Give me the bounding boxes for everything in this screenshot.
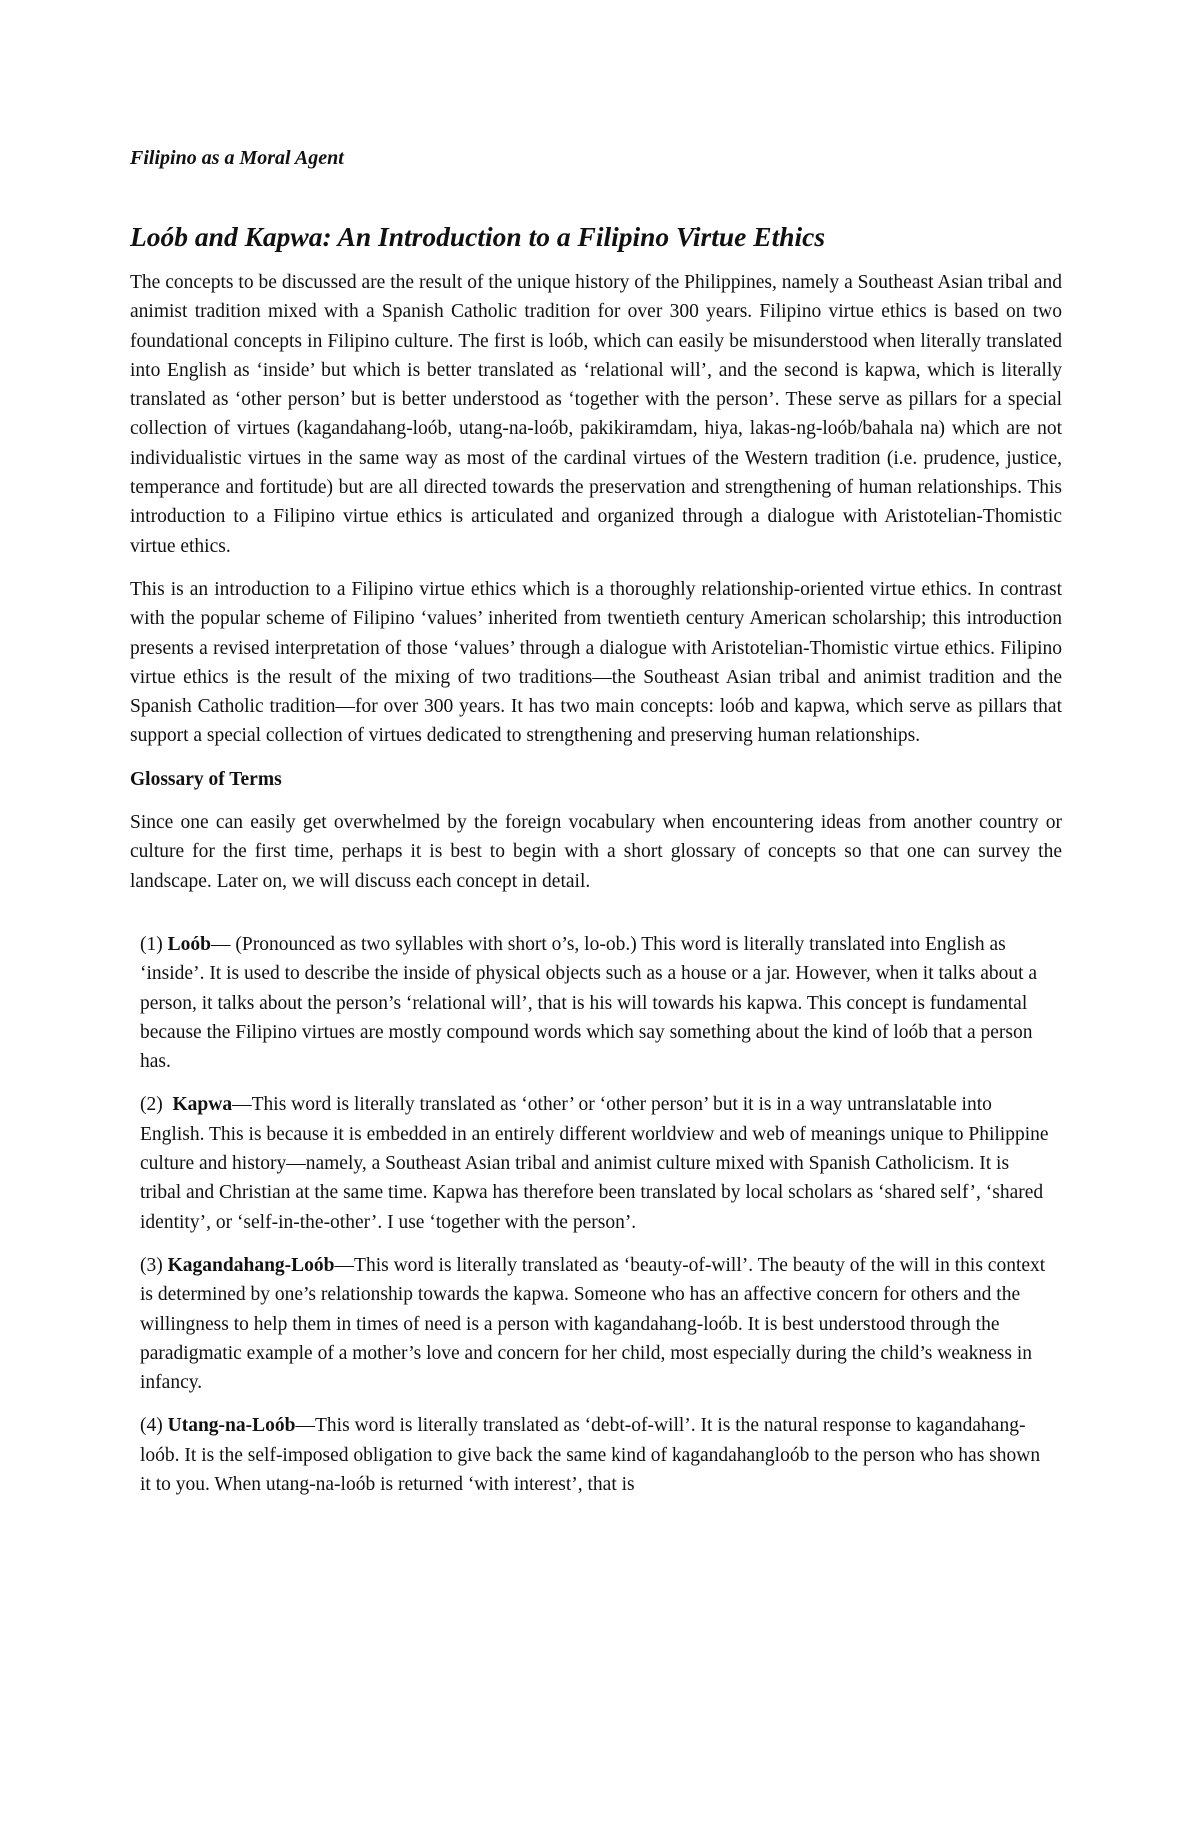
glossary-definition: — (Pronounced as two syllables with short o’s, lo-ob.) This word is literally translated into English as ‘inside’. It is used to describe the inside of physical objects such as a house or a jar. However, when it talks about a person, it talks about the person’s ‘relational will’, that is his will towards his kapwa. This concept is fundamental because the Filipino virtues are mostly compound words which say something about the kind of loób that a person has.	[140, 933, 1038, 1073]
glossary-definition: —This word is literally translated as ‘beauty-of-will’. The beauty of the will in this context is determined by one’s relationship towards the kapwa. Someone who has an affective concern for others and the willingness to help them in times of need is a person with kagandahang-loób. It is best understood through the paradigmatic example of a mother’s love and concern for her child, most especially during the child’s weakness in infancy.	[140, 1254, 1046, 1394]
glossary-list	[130, 930, 1062, 1499]
glossary-intro-paragraph: Since one can easily get overwhelmed by the foreign vocabulary when encountering ideas from another country or culture for the first time, perhaps it is best to begin with a short glossary of concepts so that one can survey the landscape. Later on, we will discuss each concept in detail.	[130, 812, 1062, 892]
glossary-definition: —This word is literally translated as ‘other’ or ‘other person’ but it is in a way untranslatable into English. This is because it is embedded in an entirely different worldview and web of meanings unique to Philippine culture and history—namely, a Southeast Asian tribal and animist culture mixed with Spanish Catholicism. It is tribal and Christian at the same time. Kapwa has therefore been translated by local scholars as ‘shared self’, ‘shared identity’, or ‘self-in-the-other’. I use ‘together with the person’.	[140, 1094, 1049, 1233]
glossary-heading: Glossary of Terms	[130, 768, 282, 790]
article-title: Loób and Kapwa: An Introduction to a Filipino Virtue Ethics	[130, 221, 826, 252]
running-header: Filipino as a Moral Agent	[130, 147, 344, 169]
glossary-item-kagandahang-loob	[140, 1251, 1052, 1397]
glossary-item-loob	[140, 930, 1052, 1076]
glossary-item-utang-na-loob	[140, 1411, 1052, 1499]
glossary-item-number: (3)	[140, 1254, 168, 1276]
glossary-item-kapwa	[140, 1090, 1052, 1236]
glossary-item-number: (2)	[140, 1094, 173, 1116]
abstract-paragraph: The concepts to be discussed are the result of the unique history of the Philippines, namely a Southeast Asian tribal and animist tradition mixed with a Spanish Catholic tradition for over 300 years. Filipino virtue ethics is based on two foundational concepts in Filipino culture. The first is loób, which can easily be misunderstood when literally translated into English as ‘inside’ but which is better translated as ‘relational will’, and the second is kapwa, which is literally translated as ‘other person’ but is better understood as ‘together with the person’. These serve as pillars for a special collection of virtues (kagandahang-loób, utang-na-loób, pakikiramdam, hiya, lakas-ng-loób/bahala na) which are not individualistic virtues in the same way as most of the cardinal virtues of the Western tradition (i.e. prudence, justice, temperance and fortitude) but are all directed towards the preservation and strengthening of human relationships. This introduction to a Filipino virtue ethics is articulated and organized through a dialogue with Aristotelian-Thomistic virtue ethics.	[130, 272, 1062, 557]
glossary-term: Kapwa	[172, 1094, 233, 1116]
glossary-item-number: (4)	[140, 1415, 168, 1437]
glossary-definition: —This word is literally translated as ‘debt-of-will’. It is the natural response to kagandahang-loób. It is the self-imposed obligation to give back the same kind of kagandahangloób to the person who has shown it to you. When utang-na-loób is returned ‘with interest’, that is	[140, 1415, 1041, 1495]
glossary-term: Utang-na-Loób	[167, 1415, 296, 1437]
intro-paragraph: This is an introduction to a Filipino virtue ethics which is a thoroughly relationship-oriented virtue ethics. In contrast with the popular scheme of Filipino ‘values’ inherited from twentieth century American scholarship; this introduction presents a revised interpretation of those ‘values’ through a dialogue with Aristotelian-Thomistic virtue ethics. Filipino virtue ethics is the result of the mixing of two traditions—the Southeast Asian tribal and animist tradition and the Spanish Catholic tradition—for over 300 years. It has two main concepts: loób and kapwa, which serve as pillars that support a special collection of virtues dedicated to strengthening and preserving human relationships.	[130, 578, 1062, 747]
glossary-term: Loób	[167, 933, 211, 955]
glossary-item-number: (1)	[140, 933, 168, 955]
glossary-term: Kagandahang-Loób	[167, 1254, 335, 1276]
